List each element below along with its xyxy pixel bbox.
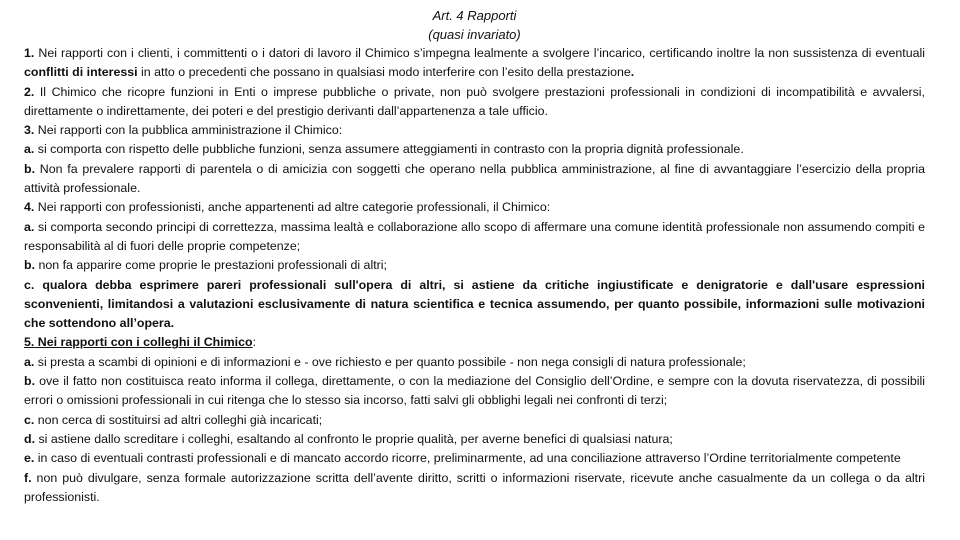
item-text: Il Chimico che ricopre funzioni in Enti o imprese pubbliche o private, non può svolgere prestazioni professionali in condizioni di incompatibilità e avvalersi, direttamente o indirettamente, dei poteri e del prestigio derivanti dall’appartenenza a tale ufficio. — [24, 84, 925, 118]
item-5d — [24, 430, 925, 449]
item-text: si astiene dallo screditare i colleghi, esaltando al confronto le proprie qualità, per averne benefici di qualsiasi natura; — [35, 431, 673, 446]
item-5f — [24, 469, 925, 508]
item-label: 1. — [24, 46, 35, 60]
item-label: a. — [24, 219, 35, 234]
item-label: 3. — [24, 123, 35, 138]
item-label: b. — [24, 258, 36, 273]
item-text: si comporta con rispetto delle pubbliche funzioni, senza assumere atteggiamenti in contrasto con la propria dignità professionale. — [34, 142, 744, 157]
item-text: Nei rapporti con professionisti, anche appartenenti ad altre categorie professionali, il Chimico: — [34, 200, 551, 215]
item-text: non può divulgare, senza formale autorizzazione scritta dell’avente diritto, scritti o informazioni riservate, ricevute anche casualmente da un collega o da altri professionisti. — [24, 470, 925, 504]
item-4c — [24, 276, 925, 334]
item-text: non fa apparire come proprie le prestazioni professionali di altri; — [35, 258, 387, 273]
item-text: qualora debba esprimere pareri professionali sull'opera di altri, si astiene da critiche ingiustificate e denigratorie e dall'usare espressioni sconvenienti, limitandosi a valutazioni esclusivamente di natura scientifica e tecnica assumendo, per quanto possibile, informazioni sulle motivazioni che sottendono all’opera. — [24, 277, 925, 331]
item-label: b. — [24, 374, 36, 389]
item-text: ove il fatto non costituisca reato informa il collega, direttamente, o con la mediazione del Consiglio dell’Ordine, e sempre con la dovuta riservatezza, di possibili errori o omissioni professionali in cui ritenga che lo stesso sia incorso, fatti salvi gli obblighi legali nei confronti di terzi; — [24, 374, 925, 408]
item-label: 4. — [24, 200, 35, 215]
item-label: 5. — [24, 335, 35, 350]
item-text: Non fa prevalere rapporti di parentela o di amicizia con soggetti che operano nella pubblica amministrazione, al fine di avvantaggiare l’esercizio della propria attività professionale. — [24, 161, 925, 196]
item-tail: in atto o precedenti che possano in qualsiasi modo interferire con l’esito della prestazione — [137, 65, 631, 80]
item-5e — [24, 449, 925, 468]
item-4b — [24, 256, 925, 275]
item-label: e. — [24, 451, 35, 466]
item-label: c. — [24, 277, 35, 292]
slide-content — [24, 6, 925, 507]
item-bold: conflitti di interessi — [24, 65, 138, 80]
item-label: c. — [24, 412, 35, 427]
item-text: Nei rapporti con i clienti, i committenti o i datori di lavoro il Chimico s’impegna lealmente a svolgere l’incarico, certificando inoltre la non sussistenza di eventuali — [34, 46, 925, 60]
item-1 — [24, 44, 925, 83]
item-5c — [24, 411, 925, 430]
item-text: Nei rapporti con la pubblica amministrazione il Chimico: — [34, 123, 343, 138]
item-3b — [24, 160, 925, 199]
item-5a — [24, 353, 925, 372]
item-text: in caso di eventuali contrasti professionali e di mancato accordo ricorre, preliminarmente, ad una conciliazione attraverso l’Ordine territorialmente competente — [34, 451, 901, 466]
item-label: b. — [24, 161, 36, 176]
item-4a — [24, 218, 925, 257]
article-title: Art. 4 Rapporti — [432, 8, 517, 23]
item-text: si presta a scambi di opinioni e di informazioni e - ove richiesto e per quanto possibile - non nega consigli di natura professionale; — [34, 354, 746, 369]
item-label: 2. — [24, 84, 35, 99]
item-text: Nei rapporti con i colleghi il Chimico — [34, 335, 253, 350]
item-text: si comporta secondo principi di correttezza, massima lealtà e collaborazione allo scopo di affermare una comune identità professionale non assumendo compiti e responsabilità al di fuori delle proprie competenze; — [24, 219, 925, 253]
item-3a — [24, 140, 925, 159]
item-tail: : — [252, 335, 257, 350]
item-text: non cerca di sostituirsi ad altri colleghi già incaricati; — [34, 412, 323, 427]
item-label: a. — [24, 142, 35, 157]
item-3 — [24, 121, 925, 140]
item-5 — [24, 333, 925, 352]
item-4 — [24, 198, 925, 217]
item-label: d. — [24, 431, 36, 446]
item-label: f. — [24, 470, 32, 485]
item-label: a. — [24, 354, 35, 369]
item-2 — [24, 83, 925, 122]
article-subtitle: (quasi invariato) — [428, 27, 521, 42]
item-5b — [24, 372, 925, 411]
item-end: . — [630, 65, 635, 80]
